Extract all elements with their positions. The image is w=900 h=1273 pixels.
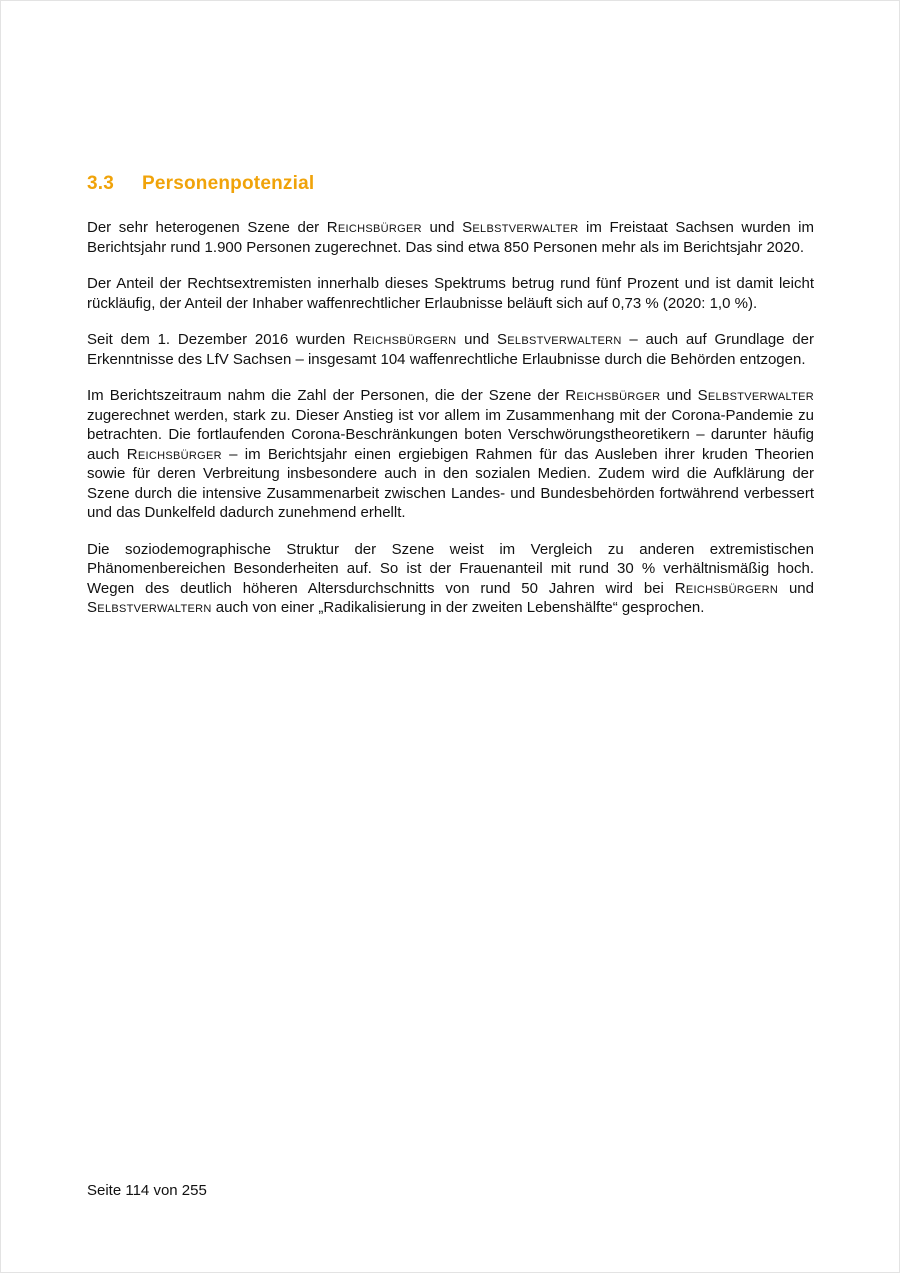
- paragraph: [87, 218, 814, 257]
- smallcaps-term: Reichsbürger: [126, 445, 222, 463]
- text-segment: Der Anteil der Rechtsextremisten innerhalb dieses Spektrums betrug rund fünf Prozent und ist damit leicht rückläufig, der Anteil der Inhaber waffenrechtlicher Erlaubnisse beläuft sich auf 0,73 % (2020: 1,0 %).: [87, 275, 814, 312]
- text-segment: und: [456, 331, 497, 348]
- smallcaps-term: Selbstverwalter: [697, 387, 814, 404]
- section-title: Personenpotenzial: [142, 173, 315, 194]
- section-heading: [87, 173, 814, 195]
- text-segment: – im Berichtsjahr einen ergiebigen Rahmen für das Ausleben ihrer kruden Theorien sowie für deren Verbreitung insbesondere auch in den sozialen Medien. Zudem wird die Aufklärung der Szene durch die intensive Zusammenarbeit zwischen Landes- und Bundesbehörden fortwährend verbessert und das Dunkelfeld dadurch zunehmend erhellt.: [87, 445, 814, 521]
- smallcaps-term: Reichsbürgern: [353, 331, 457, 348]
- text-segment: Im Berichtszeitraum nahm die Zahl der Personen, die der Szene der: [87, 387, 566, 404]
- text-segment: zugerechnet werden, stark zu. Dieser Anstieg ist vor allem im Zusammenhang mit der Corona-Pandemie zu betrachten. Die fortlaufenden Corona-Beschränkungen boten Verschwörungstheoretikern – darunter häufig auch: [87, 406, 814, 463]
- text-segment: Der sehr heterogenen Szene der: [87, 219, 327, 236]
- paragraph: [87, 330, 814, 369]
- text-segment: Seit dem 1. Dezember 2016 wurden: [87, 331, 353, 348]
- text-segment: und: [778, 579, 814, 597]
- smallcaps-term: Selbstverwaltern: [496, 331, 622, 348]
- smallcaps-term: Reichsbürger: [326, 219, 422, 236]
- paragraph: [87, 386, 814, 523]
- text-segment: im Freistaat Sachsen wurden im Berichtsjahr rund 1.900 Personen zugerechnet. Das sind etwa 850 Personen mehr als im Berichtsjahr 2020.: [87, 219, 814, 256]
- section-number: 3.3: [87, 173, 115, 194]
- smallcaps-term: Reichsbürger: [565, 387, 661, 404]
- body-text: [87, 218, 814, 618]
- page-footer: Seite 114 von 255: [87, 1182, 207, 1199]
- text-segment: – auch auf Grundlage der Erkenntnisse des LfV Sachsen – insgesamt 104 waffenrechtliche Erlaubnisse durch die Behörden entzogen.: [87, 331, 814, 368]
- smallcaps-term: Reichsbürgern: [674, 579, 779, 597]
- text-segment: auch von einer „Radikalisierung in der zweiten Lebenshälfte“ gesprochen.: [211, 599, 705, 616]
- paragraph: [87, 274, 814, 313]
- page-content: [87, 173, 814, 635]
- text-segment: und: [660, 387, 698, 404]
- text-segment: und: [421, 219, 463, 236]
- paragraph: [87, 540, 814, 618]
- smallcaps-term: Selbstverwalter: [462, 219, 579, 236]
- text-segment: Die soziodemographische Struktur der Szene weist im Vergleich zu anderen extremistischen Phänomenbereichen Besonderheiten auf. So ist der Frauenanteil mit rund 30 % verhältnismäßig hoch. Wegen des deutlich höheren Altersdurchschnitts von rund 50 Jahren wird bei: [87, 540, 814, 597]
- smallcaps-term: Selbstverwaltern: [87, 599, 212, 616]
